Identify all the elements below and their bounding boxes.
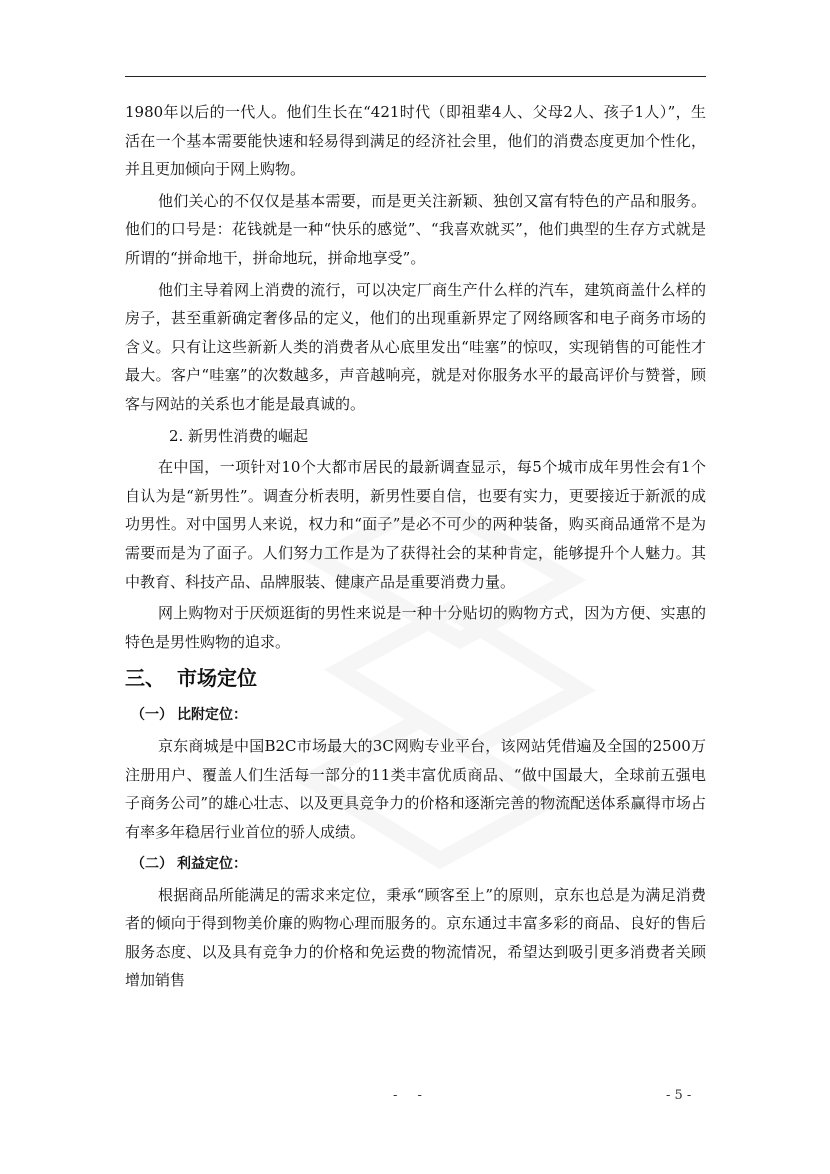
paragraph-3: 他们主导着网上消费的流行，可以决定厂商生产什么样的汽车，建筑商盖什么样的房子，甚至重新确定奢侈品的定义，他们的出现重新界定了网络顾客和电子商务市场的含义。只有让这些新新人类的消费者从心底里发出“哇塞”的惊叹，实现销售的可能性才最大。客户“哇塞”的次数越多，声音越响亮，就是对你服务水平的最高评价与赞誉，顾客与网站的关系也才能是最真诚的。 [125, 280, 706, 413]
paragraph-1: 1980年以后的一代人。他们生长在“421时代（即祖辈4人、父母2人、孩子1人）”，生活在一个基本需要能快速和轻易得到满足的经济社会里，他们的消费态度更加个性化，并且更加倾向于网上购物。 [125, 103, 706, 179]
paragraph-2: 他们关心的不仅仅是基本需要，而是更关注新颖、独创又富有特色的产品和服务。他们的口号是：花钱就是一种“快乐的感觉”、“我喜欢就买”，他们典型的生存方式就是所谓的“拼命地干，拼命地玩，拼命地享受”。 [125, 191, 706, 267]
paragraph-7: 根据商品所能满足的需求来定位，秉承“顾客至上”的原则，京东也总是为满足消费者的倾向于得到物美价廉的购物心理而服务的。京东通过丰富多彩的商品、良好的售后服务态度、以及具有竞争力的价格和免运费的物流情况，希望达到吸引更多消费者关顾增加销售 [125, 885, 706, 990]
paragraph-4: 在中国，一项针对10个大都市居民的最新调查显示，每5个城市成年男性会有1个自认为是“新男性”。调查分析表明，新男性要自信，也要有实力，更要接近于新派的成功男性。对中国男人来说，权力和“面子”是必不可少的两种装备，购买商品通常不是为需要而是为了面子。人们努力工作是为了获得社会的某种肯定，能够提升个人魅力。其中教育、科技产品、品牌服装、健康产品是重要消费力量。 [125, 458, 706, 591]
body-text [125, 98, 706, 998]
subsection-heading-comparative [125, 701, 706, 729]
subsection-title: 比附定位： [177, 707, 247, 724]
subsection-heading-benefit [125, 850, 706, 878]
page-number: - 5 - [666, 1088, 692, 1103]
subsection-title: 利益定位： [177, 855, 247, 872]
section-number: 三、 [125, 666, 165, 691]
subsection-number: （一） [131, 707, 173, 724]
paragraph-6: 京东商城是中国B2C市场最大的3C网购专业平台，该网站凭借遍及全国的2500万注册用户、覆盖人们生活每一部分的11类丰富优质商品、“做中国最大，全球前五强电子商务公司”的雄心壮志、以及更具竞争力的价格和逐渐完善的物流配送体系赢得市场占有率多年稳居行业首位的骄人成绩。 [125, 737, 706, 842]
paragraph-5: 网上购物对于厌烦逛街的男性来说是一种十分贴切的购物方式，因为方便、实惠的特色是男性购物的追求。 [125, 604, 706, 651]
subsection-number: （二） [131, 855, 173, 872]
subheading-new-male: 2. 新男性消费的崛起 [169, 426, 309, 445]
footer-marks: - - [393, 1088, 430, 1103]
section-title: 市场定位 [177, 666, 257, 691]
section-heading-market-positioning [125, 659, 706, 697]
header-rule [125, 76, 706, 77]
